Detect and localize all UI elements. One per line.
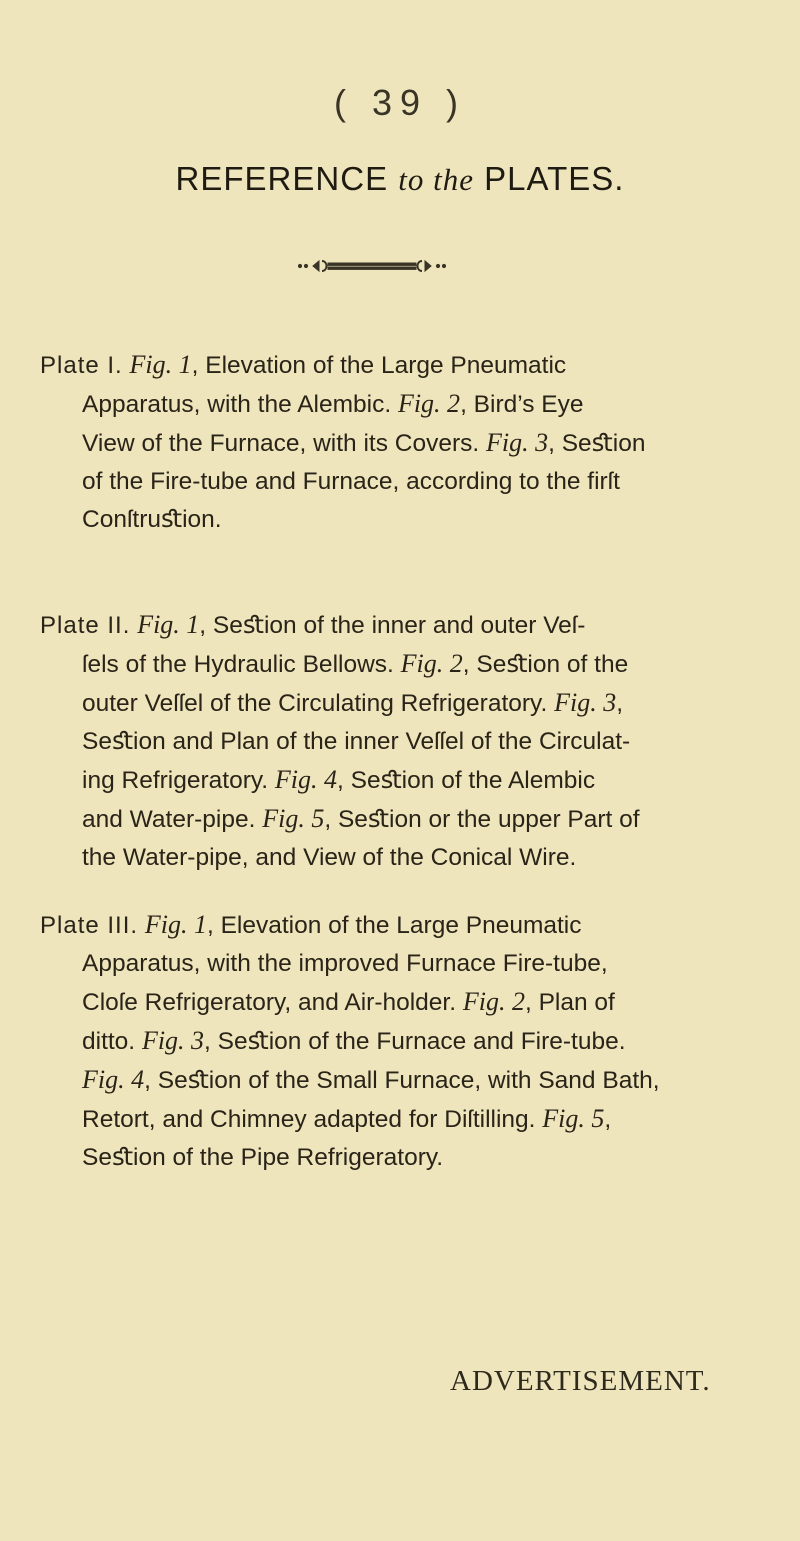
text-line bbox=[40, 346, 772, 385]
text-line bbox=[40, 983, 772, 1022]
title-plates: PLATES. bbox=[484, 160, 625, 197]
figure-reference: Fig. 5 bbox=[262, 804, 325, 833]
body-text: , Seﬆion of the Alembic bbox=[337, 767, 596, 794]
text-line bbox=[40, 1100, 772, 1139]
text-line bbox=[40, 839, 772, 877]
title-to-the: to the bbox=[398, 162, 474, 197]
body-text: Seﬆion and Plan of the inner Veſſel of the Circulat- bbox=[82, 728, 631, 755]
title-reference: REFERENCE bbox=[175, 160, 389, 197]
body-text: , Seﬆion bbox=[548, 430, 646, 457]
page-number: ( 39 ) bbox=[333, 82, 467, 123]
figure-reference: Fig. 1 bbox=[129, 350, 192, 379]
body-text: Seﬆion of the Pipe Refrigeratory. bbox=[82, 1144, 444, 1171]
plate-1-entry bbox=[40, 346, 772, 539]
text-line bbox=[40, 424, 772, 463]
body-text: , bbox=[616, 690, 624, 717]
text-line bbox=[40, 1061, 772, 1100]
figure-reference: Fig. 2 bbox=[397, 389, 461, 418]
body-text: , Seﬆion of the inner and outer Veſ- bbox=[199, 612, 586, 639]
figure-reference: Fig. 4 bbox=[82, 1065, 145, 1094]
catchword-advertisement: ADVERTISEMENT. bbox=[450, 1365, 711, 1397]
text-line bbox=[40, 723, 772, 761]
body-text: , bbox=[604, 1106, 612, 1133]
text-line bbox=[40, 761, 772, 800]
plate-label: Plate II. bbox=[40, 612, 131, 639]
figure-reference: Fig. 3 bbox=[141, 1026, 205, 1055]
figure-reference: Fig. 2 bbox=[400, 649, 463, 678]
text-line bbox=[40, 1022, 772, 1061]
body-text: , Seﬆion of the Small Furnace, with Sand Bath, bbox=[144, 1067, 660, 1094]
text-line bbox=[40, 684, 772, 723]
body-text: Conſtruﬆion. bbox=[82, 506, 222, 533]
figure-reference: Fig. 3 bbox=[554, 688, 617, 717]
text-line bbox=[40, 945, 772, 983]
text-line bbox=[40, 645, 772, 684]
plate-label: Plate III. bbox=[40, 912, 139, 939]
figure-reference: Fig. 2 bbox=[462, 987, 525, 1016]
body-text: of the Fire-tube and Furnace, according to the firſt bbox=[82, 468, 620, 495]
figure-reference: Fig. 5 bbox=[542, 1104, 605, 1133]
body-text: , Plan of bbox=[524, 989, 615, 1016]
plate-label: Plate I. bbox=[40, 352, 123, 379]
text-line bbox=[40, 385, 772, 424]
plate-3-entry bbox=[40, 906, 772, 1177]
figure-reference: Fig. 4 bbox=[274, 765, 338, 794]
body-text: the Water-pipe, and View of the Conical Wire. bbox=[82, 844, 577, 871]
text-line bbox=[40, 1139, 772, 1177]
body-text: and Water-pipe. bbox=[82, 806, 263, 833]
body-text: Retort, and Chimney adapted for Diſtilling. bbox=[82, 1106, 543, 1133]
body-text: outer Veſſel of the Circulating Refrigeratory. bbox=[82, 690, 555, 717]
text-line bbox=[40, 906, 772, 945]
page-title bbox=[0, 160, 800, 198]
body-text: Apparatus, with the improved Furnace Fire-tube, bbox=[82, 950, 608, 977]
body-text: , Seﬆion or the upper Part of bbox=[324, 806, 640, 833]
body-text: View of the Furnace, with its Covers. bbox=[82, 430, 486, 457]
plate-2-entry bbox=[40, 606, 772, 877]
text-line bbox=[40, 463, 772, 501]
body-text: , Seﬆion of the bbox=[462, 651, 629, 678]
body-text: , Bird’s Eye bbox=[460, 391, 584, 418]
text-line bbox=[40, 501, 772, 539]
body-text: ditto. bbox=[82, 1028, 142, 1055]
text-line bbox=[40, 800, 772, 839]
body-text: Apparatus, with the Alembic. bbox=[82, 391, 398, 418]
figure-reference: Fig. 1 bbox=[137, 610, 200, 639]
figure-reference: Fig. 3 bbox=[485, 428, 549, 457]
body-text: Cloſe Refrigeratory, and Air-holder. bbox=[82, 989, 463, 1016]
text-line bbox=[40, 606, 772, 645]
body-text: ſels of the Hydraulic Bellows. bbox=[82, 651, 401, 678]
figure-reference: Fig. 1 bbox=[144, 910, 207, 939]
body-text: , Seﬆion of the Furnace and Fire-tube. bbox=[204, 1028, 626, 1055]
body-text: , Elevation of the Large Pneumatic bbox=[191, 352, 567, 379]
ornament-rule bbox=[298, 258, 446, 274]
body-text: , Elevation of the Large Pneumatic bbox=[206, 912, 582, 939]
body-text: ing Refrigeratory. bbox=[82, 767, 275, 794]
